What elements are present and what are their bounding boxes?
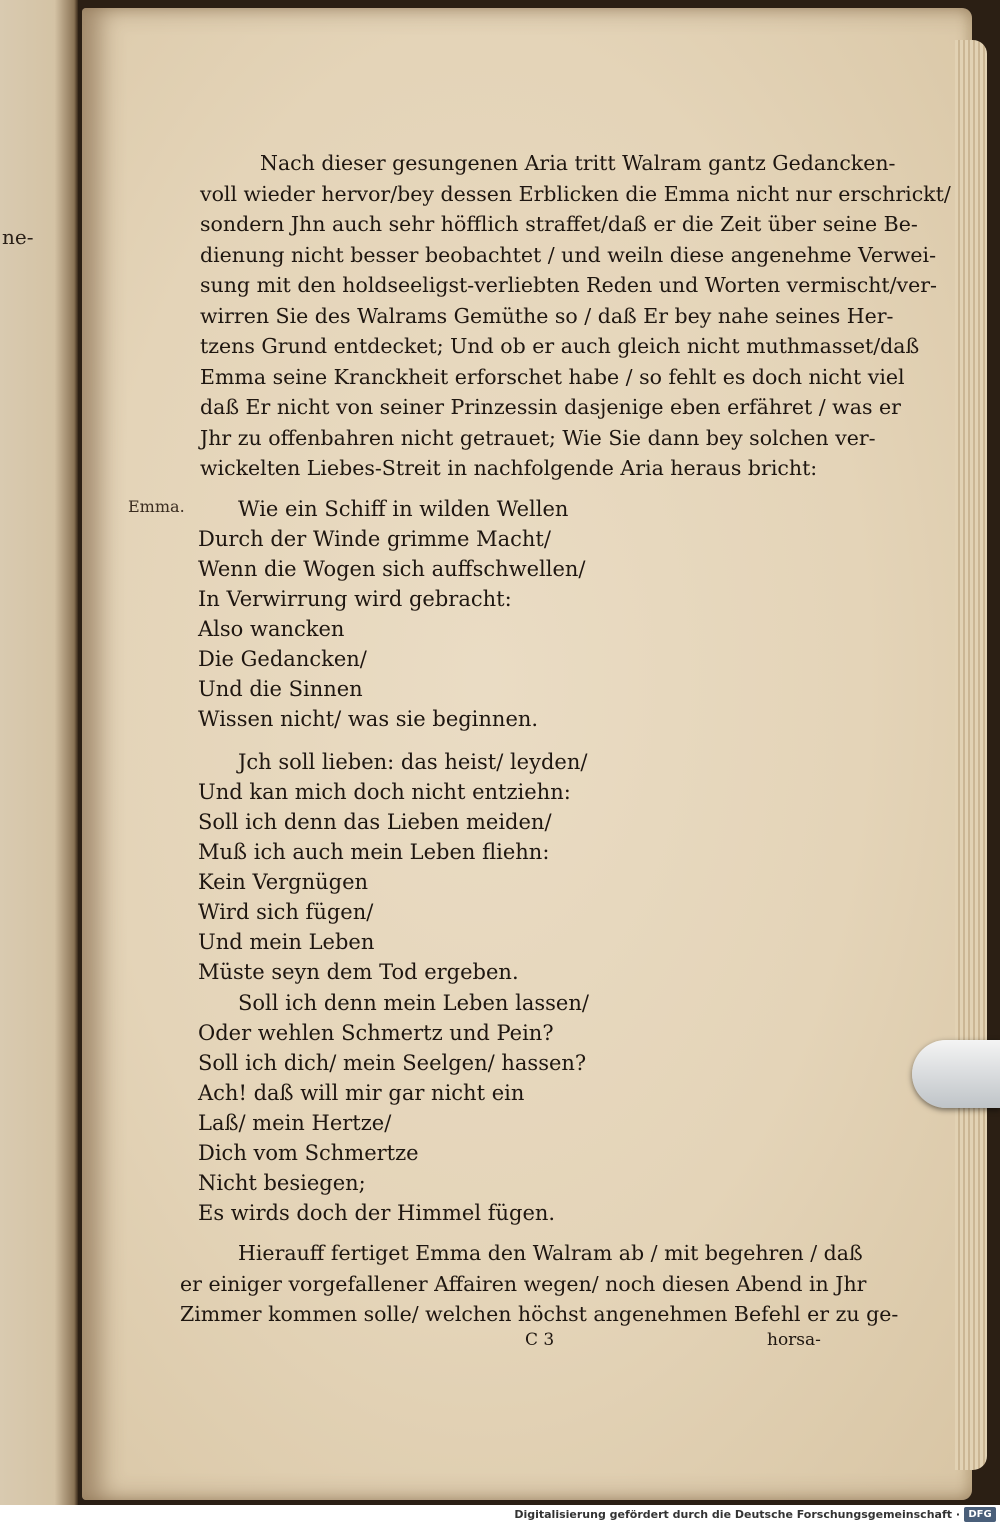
verse-stanza-2 <box>198 747 587 987</box>
verse-line: Laß/ mein Hertze/ <box>198 1111 392 1135</box>
verse-line: Wird sich fügen/ <box>198 900 374 924</box>
verse-line: Wenn die Wogen sich auffschwellen/ <box>198 557 586 581</box>
text-line: tzens Grund entdecket; Und ob er auch gleich nicht muthmasset/daß <box>200 334 920 358</box>
text-line: er einiger vorgefallener Affairen wegen/ noch diesen Abend in Jhr <box>180 1271 867 1296</box>
verse-line: Soll ich denn mein Leben lassen/ <box>238 991 589 1015</box>
text-line: wickelten Liebes-Streit in nachfolgende Aria heraus bricht: <box>200 456 818 480</box>
footer-bar <box>0 1505 1000 1525</box>
verse-line: In Verwirrung wird gebracht: <box>198 587 512 611</box>
text-line: daß Er nicht von seiner Prinzessin dasjenige eben erfähret / was er <box>200 395 901 419</box>
text-line: wirren Sie des Walrams Gemüthe so / daß Er bey nahe seines Her- <box>200 303 894 328</box>
signature-mark: C 3 <box>525 1330 555 1350</box>
verse-line: Also wancken <box>198 617 345 641</box>
left-page-edge <box>0 0 78 1505</box>
catchword: horsa- <box>767 1330 821 1350</box>
verse-stanza-3 <box>198 988 589 1228</box>
paragraph-intro <box>200 148 951 484</box>
verse-line: Und kan mich doch nicht entziehn: <box>198 780 571 804</box>
text-line: Hierauff fertiget Emma den Walram ab / mit begehren / daß <box>238 1241 863 1265</box>
paragraph-closing <box>180 1238 899 1330</box>
page-stack-edge <box>955 40 987 1470</box>
funding-credit: Digitalisierung gefördert durch die Deutsche Forschungsgemeinschaft · <box>514 1508 960 1521</box>
verse-line: Müste seyn dem Tod ergeben. <box>198 960 519 984</box>
left-page-fragment: ne- <box>2 225 34 249</box>
page-clip <box>912 1040 1000 1108</box>
verse-line: Und die Sinnen <box>198 677 363 701</box>
verse-line: Soll ich denn das Lieben meiden/ <box>198 810 552 834</box>
verse-line: Ach! daß will mir gar nicht ein <box>198 1081 525 1105</box>
verse-line: Nicht besiegen; <box>198 1171 366 1195</box>
verse-line: Jch soll lieben: das heist/ leyden/ <box>238 750 588 774</box>
text-line: Jhr zu offenbahren nicht getrauet; Wie Sie dann bey solchen ver- <box>200 425 876 450</box>
dfg-logo-icon: DFG <box>964 1507 996 1522</box>
verse-line: Muß ich auch mein Leben fliehn: <box>198 840 550 864</box>
verse-line: Dich vom Schmertze <box>198 1141 419 1165</box>
text-line: sondern Jhn auch sehr höfflich straffet/daß er die Zeit über seine Be- <box>200 212 918 236</box>
text-line: Nach dieser gesungenen Aria tritt Walram gantz Gedancken- <box>260 151 896 175</box>
verse-stanza-1 <box>198 494 586 734</box>
speaker-label: Emma. <box>128 497 185 516</box>
text-line: voll wieder hervor/bey dessen Erblicken die Emma nicht nur erschrickt/ <box>200 181 951 206</box>
text-line: Zimmer kommen solle/ welchen höchst angenehmen Befehl er zu ge- <box>180 1302 899 1326</box>
verse-line: Kein Vergnügen <box>198 870 369 894</box>
text-line: Emma seine Kranckheit erforschet habe / so fehlt es doch nicht viel <box>200 364 905 389</box>
verse-line: Wie ein Schiff in wilden Wellen <box>238 497 569 521</box>
verse-line: Es wirds doch der Himmel fügen. <box>198 1201 556 1225</box>
verse-line: Wissen nicht/ was sie beginnen. <box>198 707 539 731</box>
text-line: dienung nicht besser beobachtet / und weiln diese angenehme Verwei- <box>200 242 937 267</box>
verse-line: Oder wehlen Schmertz und Pein? <box>198 1021 554 1045</box>
verse-line: Soll ich dich/ mein Seelgen/ hassen? <box>198 1051 587 1075</box>
verse-line: Durch der Winde grimme Macht/ <box>198 527 551 551</box>
verse-line: Und mein Leben <box>198 930 375 954</box>
verse-line: Die Gedancken/ <box>198 647 367 671</box>
text-line: sung mit den holdseeligst-verliebten Reden und Worten vermischt/ver- <box>200 273 937 297</box>
